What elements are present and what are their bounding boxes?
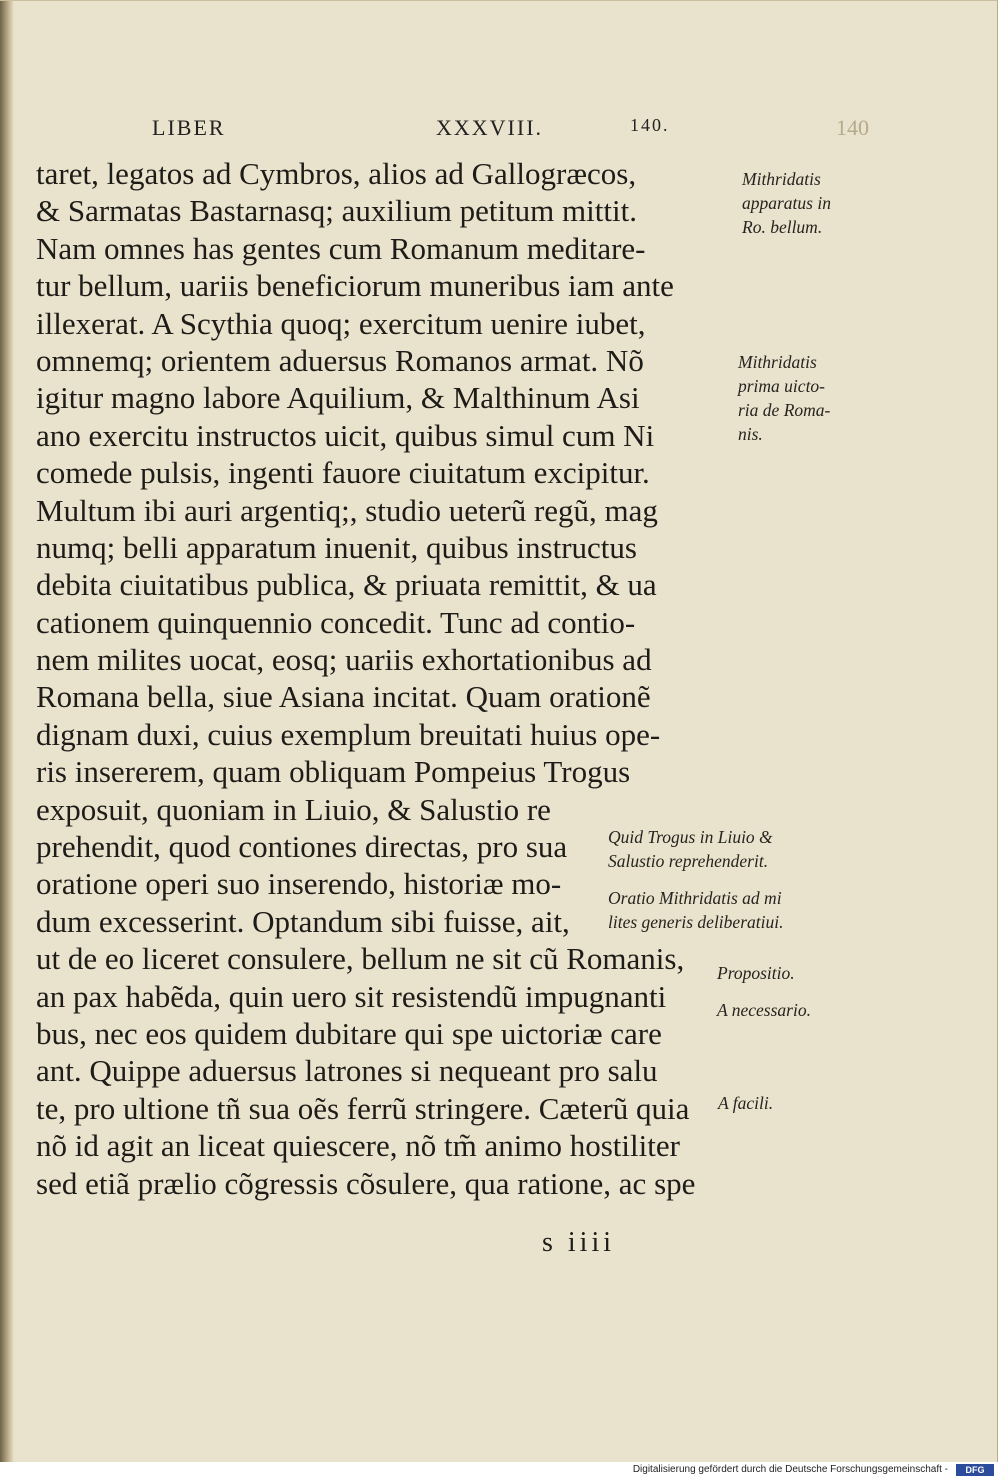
pencil-folio-number: 140	[836, 115, 869, 140]
marginal-note-apparatus	[742, 167, 831, 239]
marginal-note-line: lites generis deliberatiui.	[608, 912, 784, 932]
text-line: nõ id agit an liceat quiescere, nõ tm̃ animo hostiliter	[36, 1128, 680, 1164]
text-line: ant. Quippe aduersus latrones si nequeant pro salu	[36, 1053, 658, 1089]
digitization-footer	[0, 1462, 1000, 1480]
marginal-note-line: nis.	[738, 424, 763, 444]
marginal-note-line: ria de Roma-	[738, 400, 831, 420]
text-line: ut de eo liceret consulere, bellum ne sit cũ Romanis,	[36, 941, 685, 977]
text-line: Romana bella, siue Asiana incitat. Quam orationẽ	[36, 679, 651, 715]
marginal-note-facili	[718, 1091, 773, 1115]
marginal-note-line: Propositio.	[717, 963, 795, 983]
signature-mark: s iiii	[542, 1227, 616, 1258]
text-line: debita ciuitatibus publica, & priuata remittit, & ua	[36, 567, 657, 603]
running-head-book-number: XXXVIII.	[436, 115, 544, 140]
running-head	[0, 115, 1000, 149]
marginal-note-trogus	[608, 825, 773, 873]
marginal-note-line: Mithridatis	[742, 169, 821, 189]
gutter-shadow	[0, 1, 14, 1463]
text-line: illexerat. A Scythia quoq; exercitum uenire iubet,	[36, 305, 646, 341]
text-line: omnemq; orientem aduersus Romanos armat. Nõ	[36, 342, 644, 378]
text-line: dignam duxi, cuius exemplum breuitati huius ope-	[36, 716, 661, 752]
marginal-note-line: Oratio Mithridatis ad mi	[608, 888, 782, 908]
text-line: Nam omnes has gentes cum Romanum meditare-	[36, 230, 646, 266]
text-line: exposuit, quoniam in Liuio, & Salustio re	[36, 791, 551, 827]
text-line: te, pro ultione tñ sua oẽs ferrũ stringere. Cæterũ quia	[36, 1090, 690, 1126]
text-line: bus, nec eos quidem dubitare qui spe uictoriæ care	[36, 1015, 662, 1051]
text-line: tur bellum, uariis beneficiorum muneribus iam ante	[36, 268, 674, 304]
text-line: dum excesserint. Optandum sibi fuisse, ait,	[36, 903, 570, 939]
text-line: taret, legatos ad Cymbros, alios ad Gallogræcos,	[36, 156, 637, 191]
marginal-note-line: prima uicto-	[738, 376, 826, 396]
marginal-note-line: A facili.	[718, 1093, 774, 1113]
marginal-note-victory	[738, 350, 830, 446]
marginal-note-line: Salustio reprehenderit.	[608, 851, 769, 871]
text-line: numq; belli apparatum inuenit, quibus instructus	[36, 529, 637, 565]
text-line: ris insererem, quam obliquam Pompeius Trogus	[36, 754, 631, 790]
text-line: cationem quinquennio concedit. Tunc ad contio-	[36, 604, 636, 640]
marginal-note-line: Mithridatis	[738, 352, 817, 372]
funding-credit: Digitalisierung gefördert durch die Deutsche Forschungsgemeinschaft -	[632, 1464, 948, 1475]
text-line: nem milites uocat, eosq; uariis exhortationibus ad	[36, 642, 652, 678]
marginal-note-propositio	[717, 961, 795, 985]
text-line: prehendit, quod contiones directas, pro sua	[36, 829, 568, 865]
marginal-note-oratio	[608, 886, 783, 934]
text-line: an pax habẽda, quin uero sit resistendũ impugnanti	[36, 978, 667, 1014]
text-line: ano exercitu instructos uicit, quibus simul cum Ni	[36, 417, 655, 453]
text-line: sed etiã prælio cõgressis cõsulere, qua ratione, ac spe	[36, 1165, 696, 1201]
main-text-block	[36, 155, 716, 1202]
text-line: comede pulsis, ingenti fauore ciuitatum excipitur.	[36, 455, 650, 491]
dfg-logo: DFG	[956, 1464, 994, 1476]
text-line: & Sarmatas Bastarnasq; auxilium petitum mittit.	[36, 193, 637, 229]
marginal-note-line: Quid Trogus in Liuio &	[608, 827, 773, 847]
text-line: igitur magno labore Aquilium, & Malthinum Asi	[36, 380, 640, 416]
text-line: Multum ibi auri argentiq;, studio ueterũ regũ, mag	[36, 492, 658, 528]
folio-number: 140.	[630, 115, 670, 135]
marginal-note-line: Ro. bellum.	[742, 217, 823, 237]
marginal-note-line: apparatus in	[742, 193, 831, 213]
marginal-note-line: A necessario.	[717, 1000, 811, 1020]
marginal-note-necessario	[717, 998, 811, 1022]
running-head-liber: LIBER	[152, 115, 226, 140]
text-line: oratione operi suo inserendo, historiæ mo-	[36, 866, 562, 902]
